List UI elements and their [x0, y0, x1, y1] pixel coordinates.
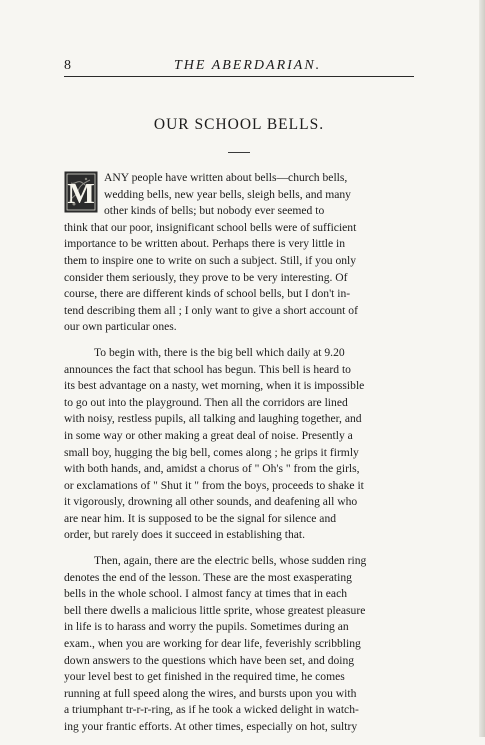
para3-line-10: a triumphant tr-r-r-ring, as if he took a wicked delight in watch- [64, 703, 359, 717]
para1-line-7: consider them seriously, they prove to be very interesting. Of [64, 270, 348, 284]
ornamental-dropcap [64, 171, 98, 213]
page-edge [479, 0, 485, 737]
para2-line-11: are near him. It is supposed to be the signal for silence and [64, 511, 337, 525]
para3-line-1: Then, again, there are the electric bells, whose sudden ring [94, 554, 367, 568]
paragraph-2 [64, 345, 419, 544]
para2-line-10: it vigorously, drowning all other sounds, and deafening all who [64, 495, 358, 509]
para1-line-5: importance to be written about. Perhaps there is very little in [64, 237, 346, 251]
para2-line-7: small boy, hugging the big bell, comes along ; he grips it firmly [64, 445, 359, 459]
para1-line-9: tend describing them all ; I only want to give a short account of [64, 303, 358, 317]
running-head [64, 58, 414, 78]
para1-line-6: them to inspire one to write on such a subject. Still, if you only [64, 253, 357, 267]
para2-line-1: To begin with, there is the big bell which daily at 9.20 [94, 345, 345, 359]
article-title: OUR SCHOOL BELLS. [153, 116, 325, 133]
page-number: 8 [64, 58, 71, 73]
para2-line-3: its best advantage on a nasty, wet morning, when it is impossible [64, 379, 365, 393]
para2-line-5: with noisy, restless pupils, all talking and laughing together, and [64, 412, 362, 426]
dropcap-letter: M [67, 178, 95, 210]
para1-line-4: think that our poor, insignificant school bells were of sufficient [64, 220, 357, 234]
para2-line-12: order, but rarely does it succeed in establishing that. [64, 528, 306, 542]
para2-line-4: to go out into the playground. Then all the corridors are lined [64, 395, 348, 409]
para3-line-6: exam., when you are working for dear life, feverishly scribbling [64, 637, 361, 651]
para3-line-2: denotes the end of the lesson. These are the most exasperating [64, 570, 352, 584]
para3-line-8: your level best to get finished in the required time, he comes [64, 670, 345, 684]
journal-title: THE ABERDARIAN. [174, 58, 322, 73]
para1-line-8: course, there are different kinds of school bells, but I don't in- [64, 287, 351, 301]
para3-line-5: in life is to harass and worry the pupils. Sometimes during an [64, 620, 349, 634]
title-divider [228, 152, 250, 153]
paragraph-1 [64, 170, 419, 336]
dropcap-frame-icon [64, 171, 98, 213]
para3-line-3: bells in the whole school. I almost fancy at times that in each [64, 587, 348, 601]
paragraph-3 [64, 553, 419, 736]
article-body [64, 170, 419, 745]
para3-line-4: bell there dwells a malicious little sprite, whose greatest pleasure [64, 603, 366, 617]
para2-line-6: in some way or other making a great deal of noise. Presently a [64, 428, 353, 442]
para2-line-2: announces the fact that school has begun. This bell is heard to [64, 362, 351, 376]
para1-line-10: our own particular ones. [64, 320, 177, 334]
para2-line-8: with both hands, and, amidst a chorus of " Oh's " from the girls, [64, 462, 360, 476]
para1-line-3: other kinds of bells; but nobody ever seemed to [104, 204, 325, 218]
para3-line-7: down answers to the questions which have been set, and doing [64, 653, 355, 667]
para1-line-2: wedding bells, new year bells, sleigh bells, and many [104, 187, 351, 201]
para2-line-9: or exclamations of " Shut it " from the boys, proceeds to shake it [64, 478, 364, 492]
header-rule [64, 76, 414, 77]
para3-line-9: running at full speed along the wires, and bursts upon you with [64, 686, 357, 700]
para3-line-11: ing your frantic efforts. At other times, especially on hot, sultry [64, 720, 358, 733]
para1-line-1: ANY people have written about bells—church bells, [104, 171, 348, 184]
